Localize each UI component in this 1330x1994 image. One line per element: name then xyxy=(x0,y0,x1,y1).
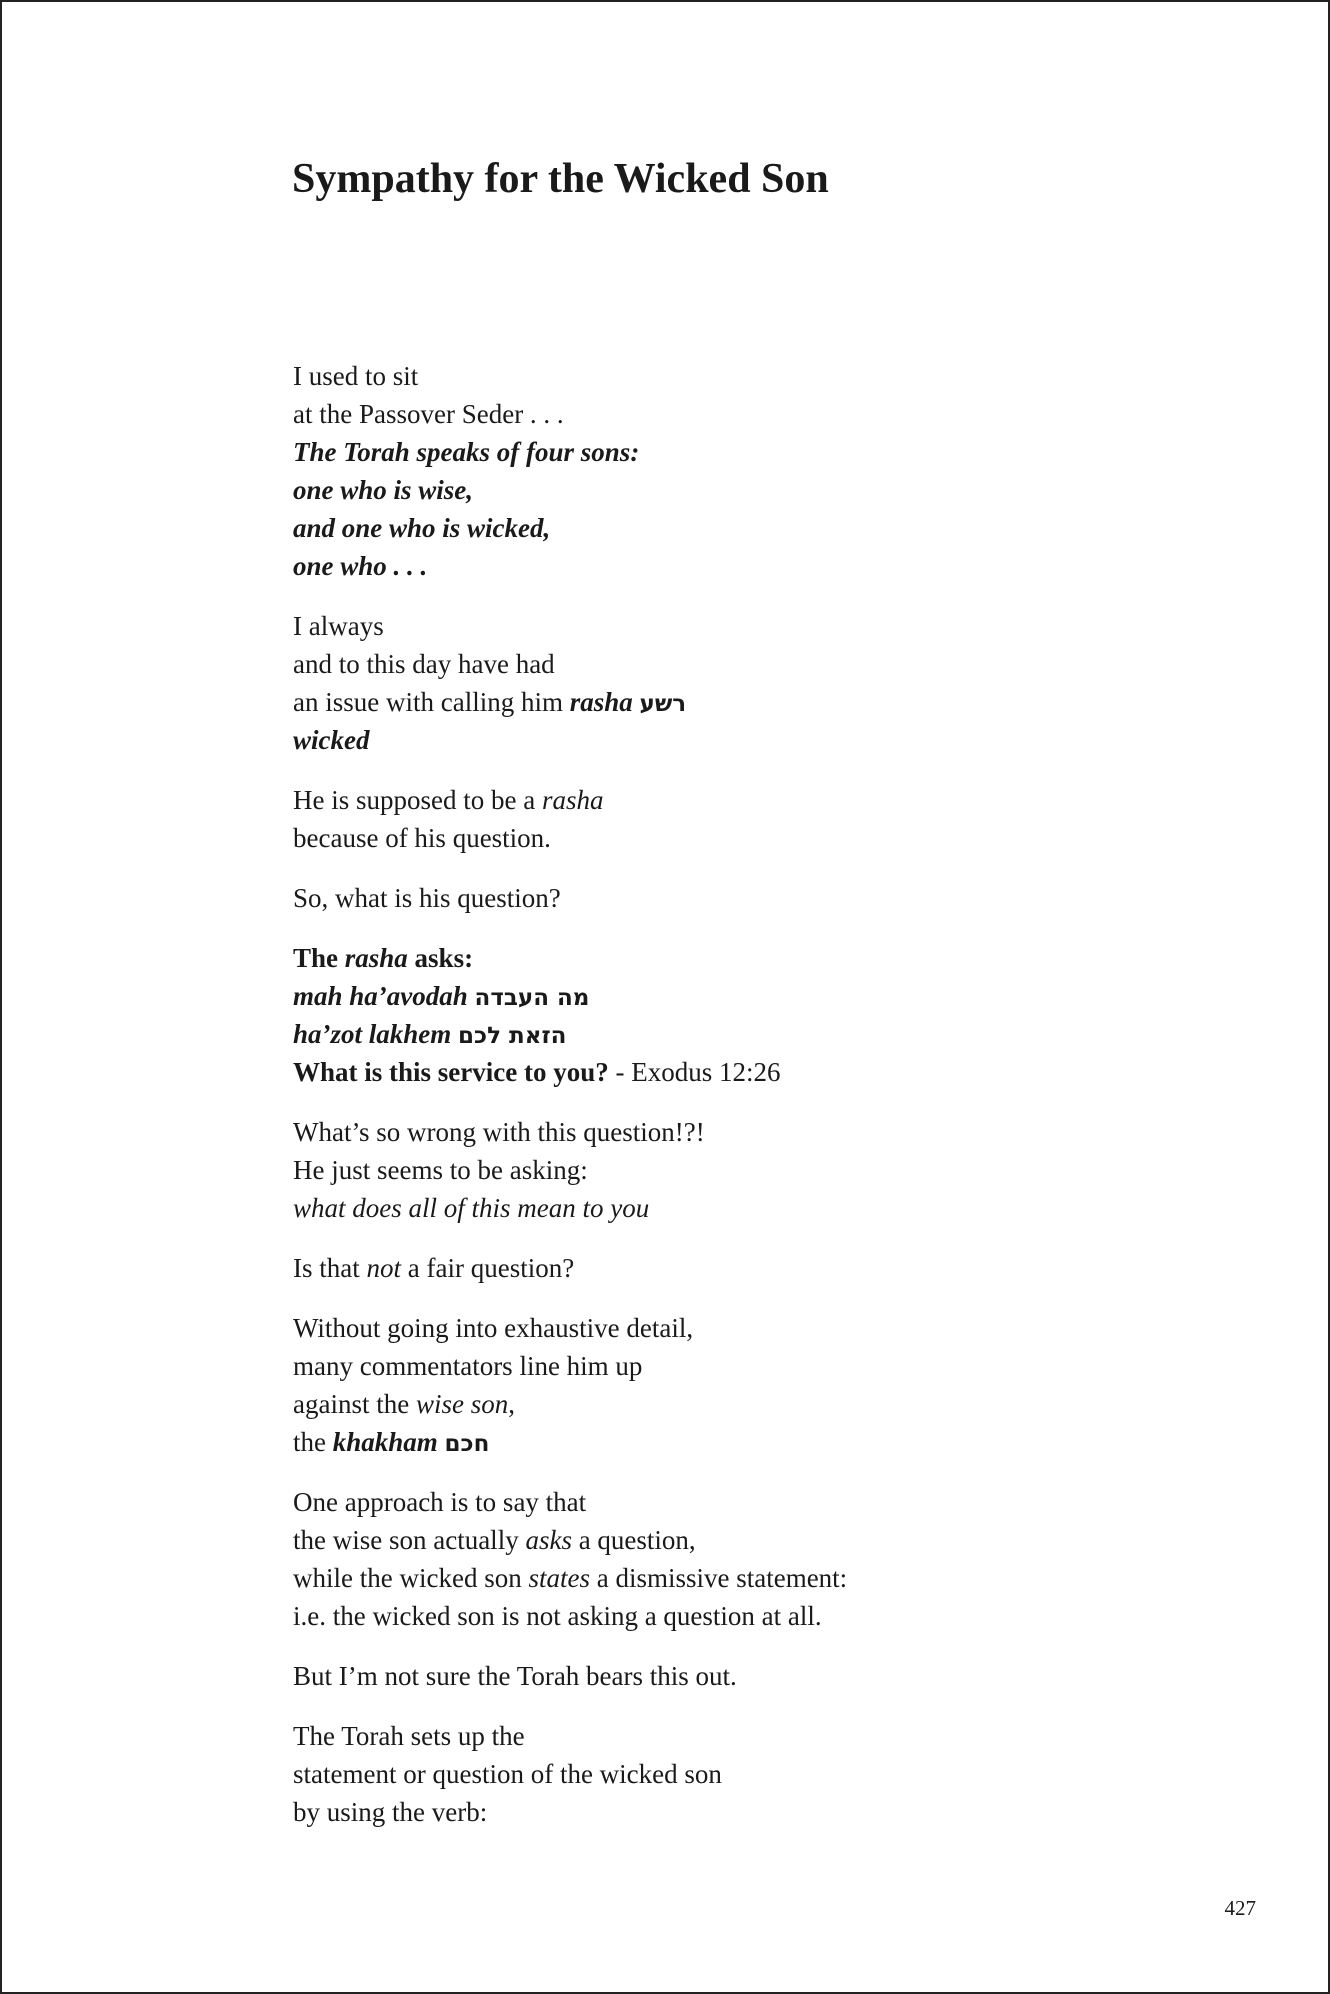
text: against the xyxy=(293,1389,416,1419)
hebrew-phrase: מה העבדה xyxy=(474,985,590,1011)
text: while the wicked son xyxy=(293,1563,529,1593)
stanza-4 xyxy=(293,879,1253,917)
text: a dismissive statement: xyxy=(589,1563,848,1593)
text: The xyxy=(293,943,345,973)
transliteration: rasha xyxy=(569,687,633,717)
transliteration: mah ha’avodah xyxy=(293,981,468,1011)
page-number: 427 xyxy=(1224,1896,1256,1920)
hebrew-word: רשע xyxy=(639,691,687,717)
stanza-1 xyxy=(293,357,1253,585)
stanza-7 xyxy=(293,1249,1253,1287)
line: I used to sit xyxy=(293,361,419,391)
line: What’s so wrong with this question!?! xyxy=(293,1117,705,1147)
quote-line: and one who is wicked, xyxy=(293,513,551,543)
text: a fair question? xyxy=(401,1253,575,1283)
line xyxy=(293,1249,1253,1287)
line: i.e. the wicked son is not asking a question at all. xyxy=(293,1601,822,1631)
text: , xyxy=(508,1389,515,1419)
transliteration: rasha xyxy=(344,943,408,973)
line: One approach is to say that xyxy=(293,1487,587,1517)
line xyxy=(293,1423,1253,1461)
emphasis: rasha xyxy=(541,785,604,815)
line: He just seems to be asking: xyxy=(293,1155,588,1185)
stanza-11 xyxy=(293,1717,1253,1831)
line xyxy=(293,1385,1253,1423)
quote-line: The Torah speaks of four sons: xyxy=(293,437,640,467)
line: But I’m not sure the Torah bears this out. xyxy=(293,1661,737,1691)
line: Without going into exhaustive detail, xyxy=(293,1313,694,1343)
emphasis: asks xyxy=(525,1525,572,1555)
quote-line: one who . . . xyxy=(293,551,428,581)
line: I always xyxy=(293,611,384,641)
text: a question, xyxy=(571,1525,696,1555)
line xyxy=(293,781,1253,819)
line: and to this day have had xyxy=(293,649,555,679)
line: because of his question. xyxy=(293,823,551,853)
stanza-3 xyxy=(293,781,1253,857)
quote-line: one who is wise, xyxy=(293,475,474,505)
line xyxy=(293,1559,1253,1597)
line xyxy=(293,977,1253,1015)
line: at the Passover Seder . . . xyxy=(293,399,564,429)
text: asks: xyxy=(407,943,474,973)
text: an issue with calling him xyxy=(293,687,570,717)
line: The Torah sets up the xyxy=(293,1721,525,1751)
line: by using the verb: xyxy=(293,1797,488,1827)
emphasis: wise son xyxy=(415,1389,509,1419)
hebrew-word: חכם xyxy=(444,1431,490,1457)
poem-title: Sympathy for the Wicked Son xyxy=(292,156,829,202)
stanza-10 xyxy=(293,1657,1253,1695)
stanza-5 xyxy=(293,939,1253,1091)
citation: - Exodus 12:26 xyxy=(608,1057,781,1087)
line xyxy=(293,939,1253,977)
transliteration: ha’zot lakhem xyxy=(293,1019,452,1049)
transliteration: khakham xyxy=(332,1427,438,1457)
line: So, what is his question? xyxy=(293,883,561,913)
quote: What is this service to you? xyxy=(293,1057,609,1087)
hebrew-phrase: הזאת לכם xyxy=(458,1023,567,1049)
emphasis: states xyxy=(528,1563,590,1593)
text: He is supposed to be a xyxy=(293,785,542,815)
line xyxy=(293,1053,1253,1091)
stanza-2 xyxy=(293,607,1253,759)
line xyxy=(293,1521,1253,1559)
translation-line: wicked xyxy=(293,725,370,755)
text: the xyxy=(293,1427,333,1457)
line: statement or question of the wicked son xyxy=(293,1759,722,1789)
stanza-6 xyxy=(293,1113,1253,1227)
line: many commentators line him up xyxy=(293,1351,643,1381)
stanza-8 xyxy=(293,1309,1253,1461)
line xyxy=(293,683,1253,721)
text: the wise son actually xyxy=(293,1525,526,1555)
stanza-9 xyxy=(293,1483,1253,1635)
text: Is that xyxy=(293,1253,367,1283)
line xyxy=(293,1015,1253,1053)
poem-body xyxy=(293,357,1253,1853)
emphasis: not xyxy=(366,1253,402,1283)
line: what does all of this mean to you xyxy=(293,1193,650,1223)
